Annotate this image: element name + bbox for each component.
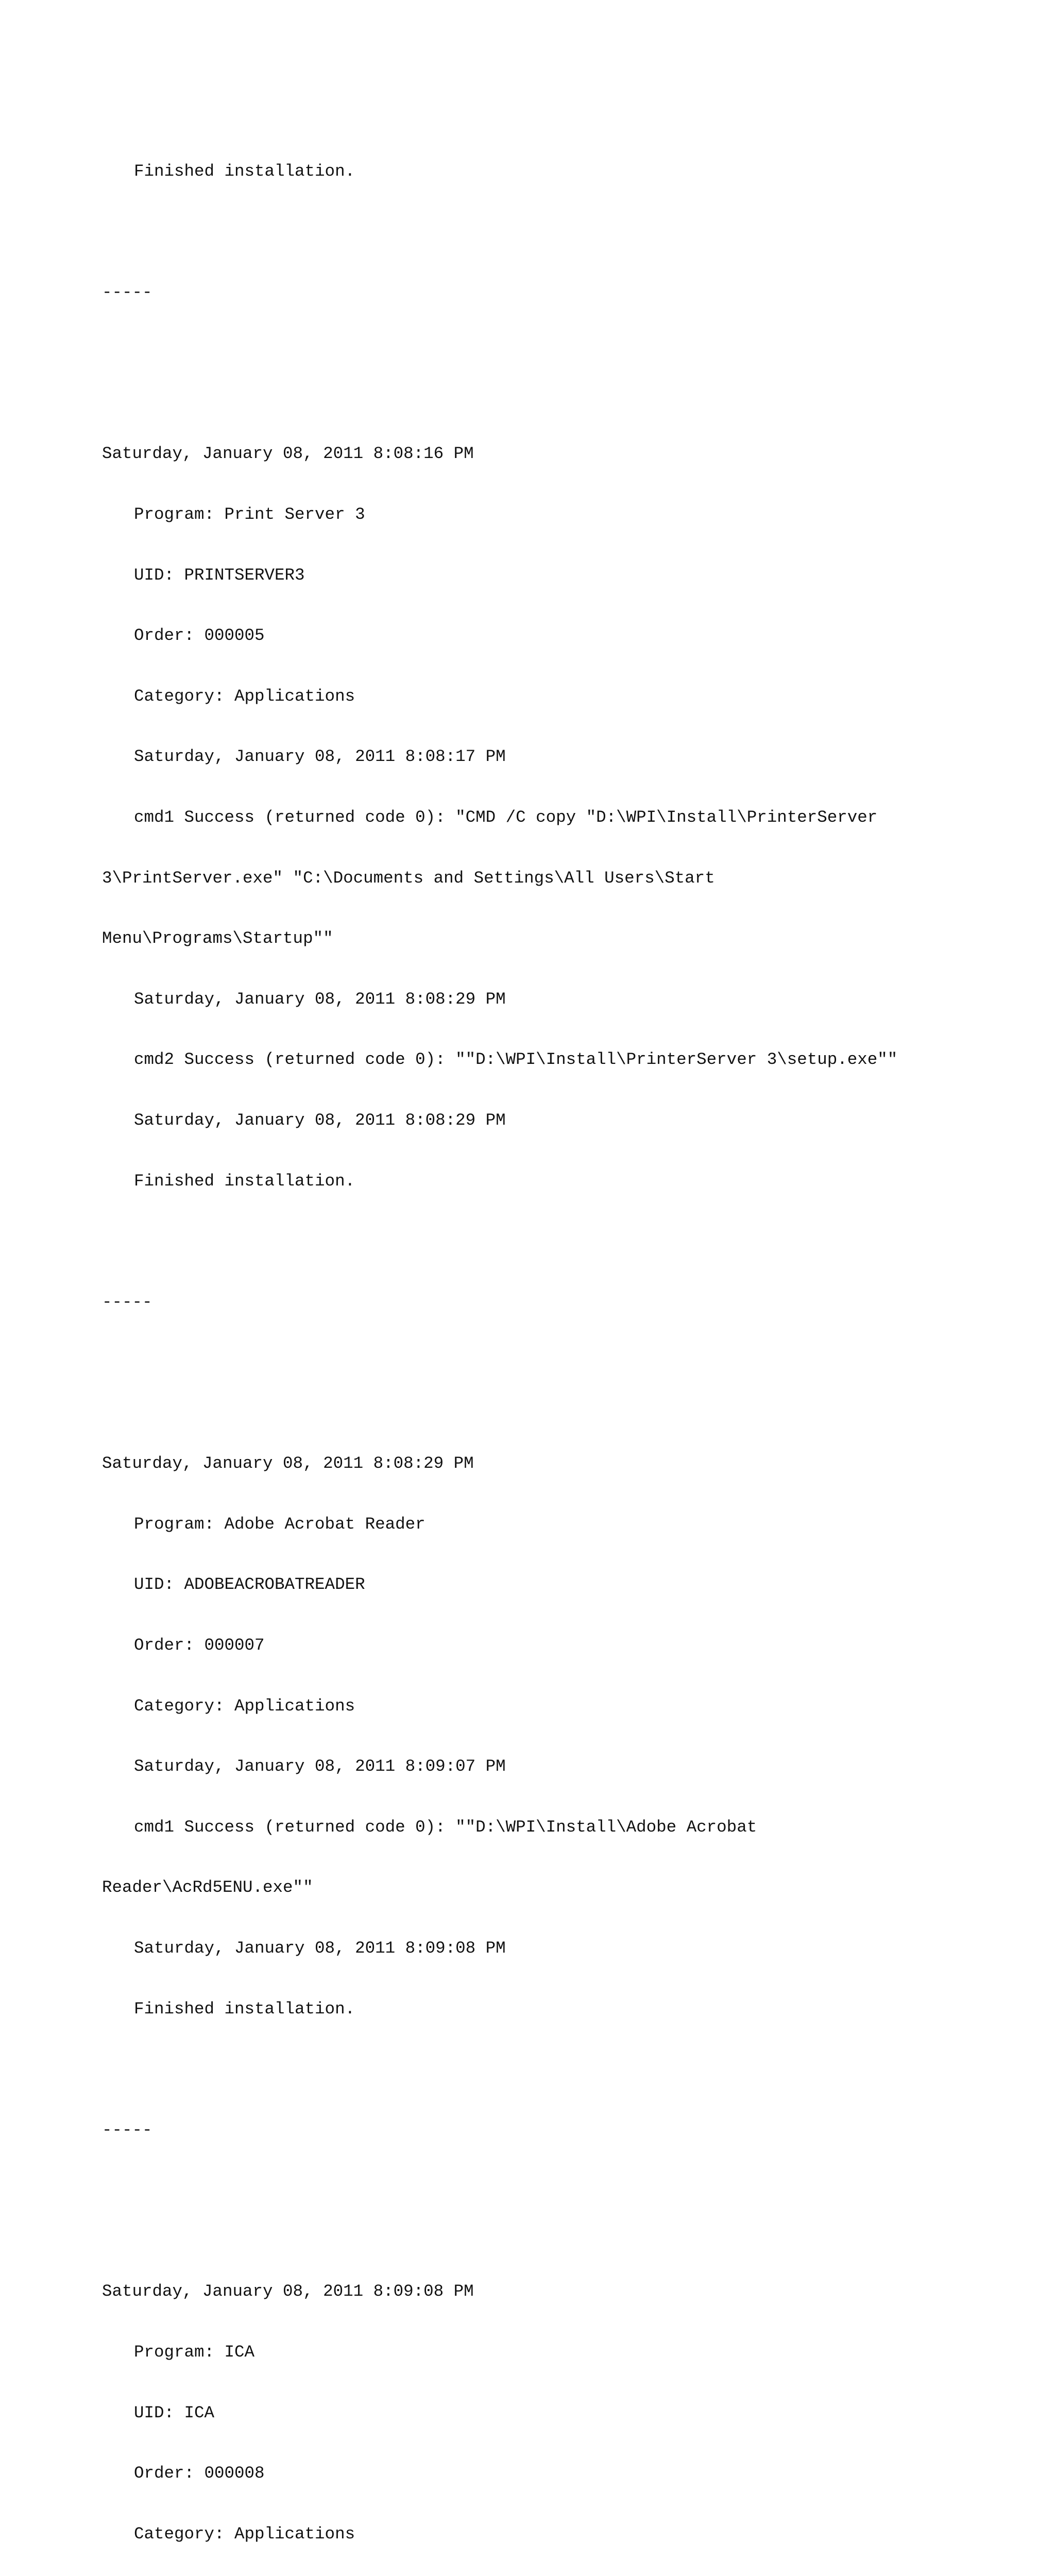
entry-order: Order: 000008 (134, 2464, 265, 2483)
entry-uid: UID: ICA (134, 2403, 215, 2422)
entry-program: Program: ICA (134, 2343, 255, 2362)
entry-cmd1-time: Saturday, January 08, 2011 8:08:17 PM (134, 747, 506, 767)
blank-line (102, 1231, 1029, 1251)
entry-start-time: Saturday, January 08, 2011 8:08:16 PM (102, 444, 474, 464)
entry-category: Category: Applications (134, 2524, 355, 2544)
entry-cmd2-result: cmd2 Success (returned code 0): ""D:\WPI\Install\PrinterServer 3\setup.exe"" (134, 1050, 898, 1070)
blank-line (102, 2180, 1029, 2200)
blank-line (102, 343, 1029, 363)
entry-order: Order: 000007 (134, 1636, 265, 1655)
log-separator: ----- (102, 1292, 152, 1312)
log-separator: ----- (102, 282, 152, 302)
entry-cmd1-result-cont: Reader\AcRd5ENU.exe"" (102, 1878, 313, 1897)
entry-cmd1-result: cmd1 Success (returned code 0): "CMD /C copy "D:\WPI\Install\PrinterServer (134, 807, 878, 827)
entry-finished: Finished installation. (134, 1171, 355, 1191)
entry-end-time: Saturday, January 08, 2011 8:09:08 PM (134, 1939, 506, 1958)
entry-cmd1-time: Saturday, January 08, 2011 8:09:07 PM (134, 1757, 506, 1776)
entry-program: Program: Print Server 3 (134, 504, 365, 524)
entry-program: Program: Adobe Acrobat Reader (134, 1514, 426, 1534)
install-log (102, 100, 1029, 2576)
entry-finished: Finished installation. (134, 1999, 355, 2019)
entry-order: Order: 000005 (134, 626, 265, 646)
blank-line (102, 1352, 1029, 1372)
entry-start-time: Saturday, January 08, 2011 8:08:29 PM (102, 1454, 474, 1473)
entry-cmd1-result: cmd1 Success (returned code 0): ""D:\WPI\Install\Adobe Acrobat (134, 1817, 757, 1837)
entry-uid: UID: ADOBEACROBATREADER (134, 1575, 365, 1595)
blank-line (102, 2059, 1029, 2079)
entry-uid: UID: PRINTSERVER3 (134, 565, 305, 585)
entry-cmd2-time: Saturday, January 08, 2011 8:08:29 PM (134, 989, 506, 1009)
entry-cmd1-result-cont: 3\PrintServer.exe" "C:\Documents and Settings\All Users\Start (102, 868, 715, 888)
log-line-finished: Finished installation. (134, 161, 355, 181)
blank-line (102, 222, 1029, 242)
entry-cmd1-result-cont: Menu\Programs\Startup"" (102, 929, 333, 948)
entry-end-time: Saturday, January 08, 2011 8:08:29 PM (134, 1110, 506, 1130)
entry-start-time: Saturday, January 08, 2011 8:09:08 PM (102, 2282, 474, 2301)
log-separator: ----- (102, 2120, 152, 2140)
entry-category: Category: Applications (134, 686, 355, 706)
entry-category: Category: Applications (134, 1696, 355, 1716)
